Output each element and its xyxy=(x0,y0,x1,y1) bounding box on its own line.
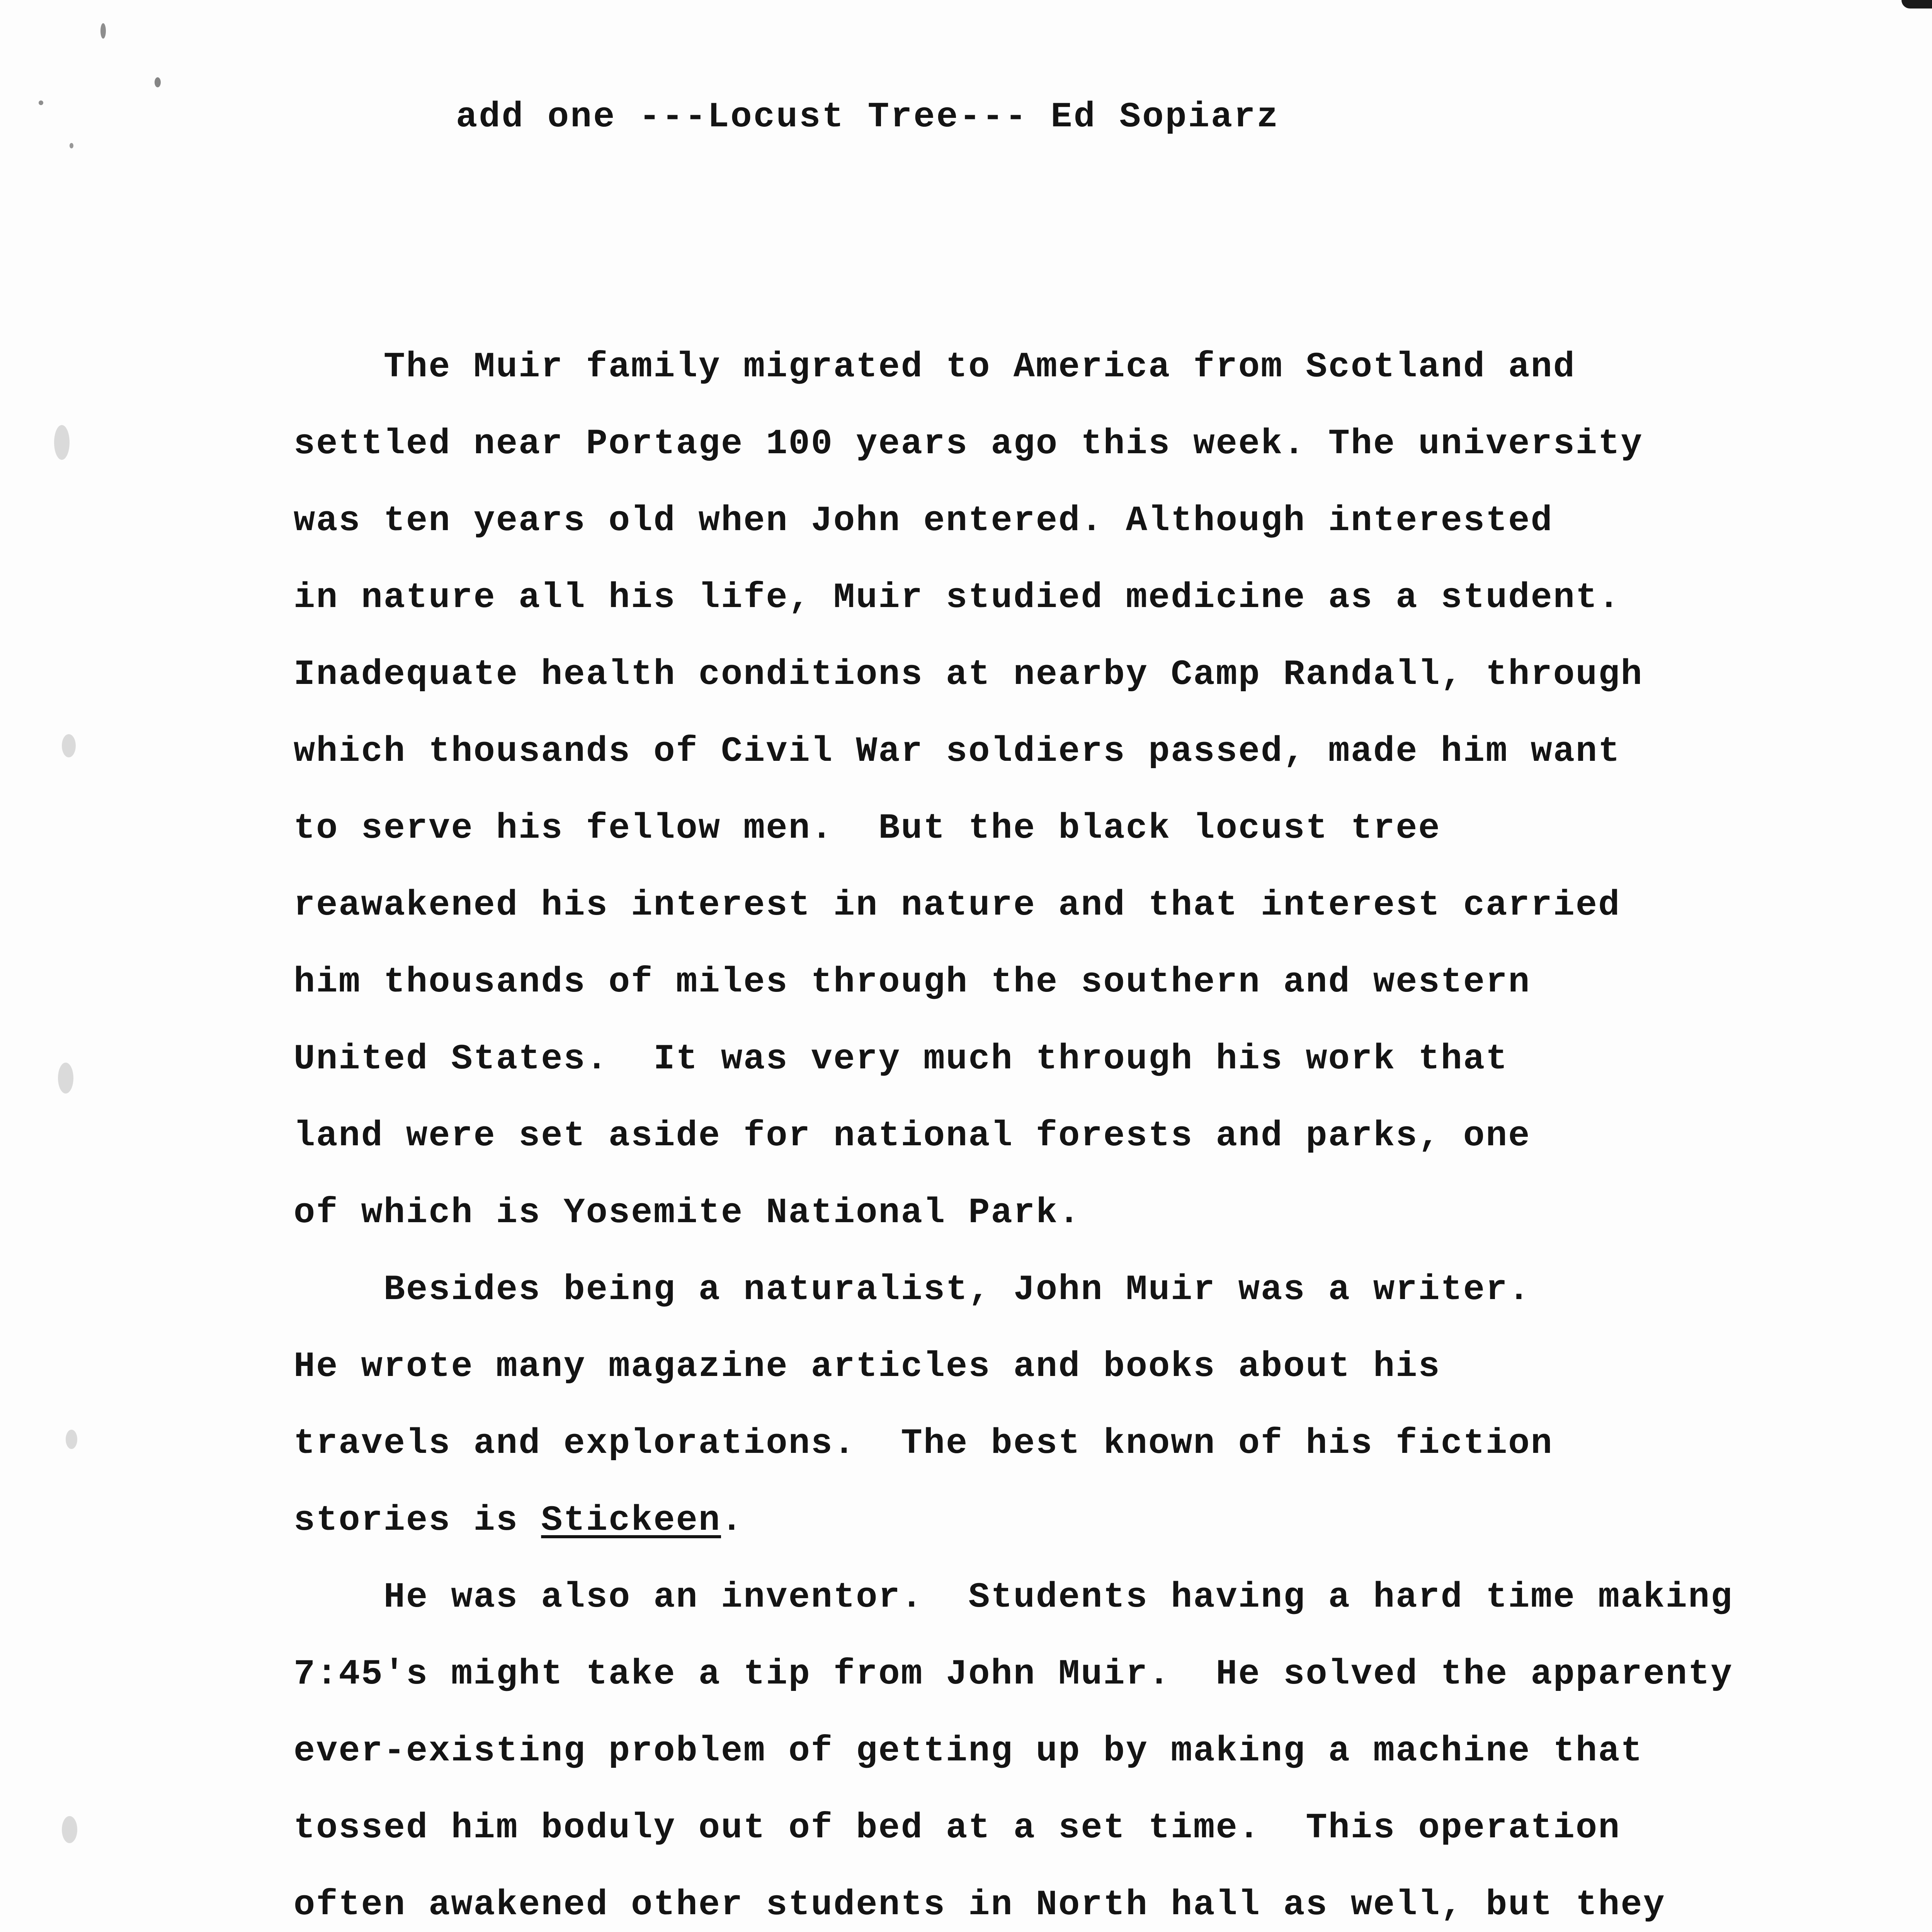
scan-speckle xyxy=(155,77,161,87)
text-line: Besides being a naturalist, John Muir was a writer. xyxy=(294,1269,1531,1310)
page-header: add one ---Locust Tree--- Ed Sopiarz xyxy=(456,97,1280,137)
text-line xyxy=(294,1482,1801,1559)
scan-speckle xyxy=(58,1063,73,1094)
text-line: which thousands of Civil War soldiers passed, made him want xyxy=(294,731,1621,772)
text-line: reawakened his interest in nature and that interest carried xyxy=(294,885,1621,925)
text-fragment: stories is xyxy=(294,1500,541,1541)
scan-speckle xyxy=(62,1816,77,1843)
text-line: in nature all his life, Muir studied medicine as a student. xyxy=(294,577,1621,618)
text-line: travels and explorations. The best known of his fiction xyxy=(294,1423,1553,1464)
text-fragment: . xyxy=(721,1500,744,1541)
paragraph-inventor xyxy=(294,1559,1801,1932)
scan-speckle xyxy=(70,143,73,148)
text-line: Inadequate health conditions at nearby Camp Randall, through xyxy=(294,654,1643,695)
text-line: ever-existing problem of getting up by making a machine that xyxy=(294,1731,1643,1771)
scan-speckle xyxy=(62,734,76,757)
scan-speckle xyxy=(100,23,106,39)
scan-edge-mark xyxy=(1901,0,1932,9)
book-title: Stickeen xyxy=(541,1500,721,1541)
text-line: was ten years old when John entered. Although interested xyxy=(294,500,1553,541)
paragraph-muir-family xyxy=(294,328,1801,1251)
text-line: settled near Portage 100 years ago this week. The university xyxy=(294,423,1643,464)
paragraph-writer xyxy=(294,1251,1801,1559)
text-line: He was also an inventor. Students having a hard time making xyxy=(294,1577,1733,1617)
text-line: The Muir family migrated to America from Scotland and xyxy=(294,347,1576,387)
scan-speckle xyxy=(66,1430,77,1449)
article-body xyxy=(294,328,1801,1932)
text-line: United States. It was very much through his work that xyxy=(294,1039,1509,1079)
text-line: 7:45's might take a tip from John Muir. He solved the apparenty xyxy=(294,1654,1733,1694)
text-line: of which is Yosemite National Park. xyxy=(294,1192,1081,1233)
scan-speckle xyxy=(54,425,70,460)
text-line: often awakened other students in North hall as well, but they xyxy=(294,1884,1666,1925)
text-line: land were set aside for national forests and parks, one xyxy=(294,1116,1531,1156)
text-line: to serve his fellow men. But the black locust tree xyxy=(294,808,1441,849)
scan-speckle xyxy=(39,100,43,105)
text-line: He wrote many magazine articles and books about his xyxy=(294,1346,1441,1387)
text-line: tossed him boduly out of bed at a set time. This operation xyxy=(294,1808,1621,1848)
text-line: him thousands of miles through the southern and western xyxy=(294,962,1531,1002)
